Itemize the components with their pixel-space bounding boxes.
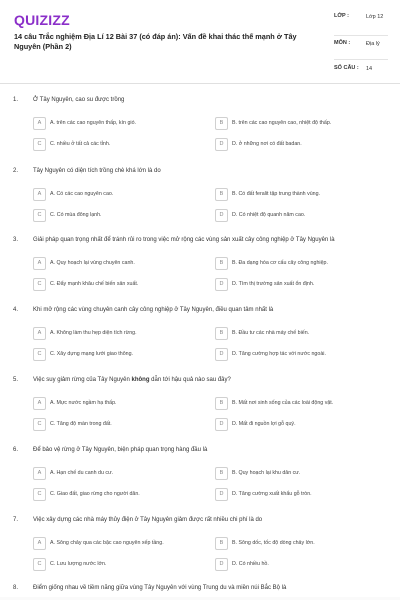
option-letter: C: [33, 138, 46, 151]
option-b[interactable]: [215, 327, 385, 341]
option-text: B. trên các cao nguyên cao, nhiệt độ thấp.: [232, 120, 332, 126]
meta-divider: [334, 59, 388, 60]
option-text: B. Mất nơi sinh sống của các loài động vật.: [232, 400, 334, 406]
question-number: 6.: [13, 447, 19, 453]
option-text: C. Giao đất, giao rừng cho người dân.: [50, 491, 140, 497]
option-text: C. Có mùa đông lạnh.: [50, 212, 102, 218]
option-text: C. Xây dựng mạng lưới giao thông.: [50, 351, 134, 357]
option-letter: A: [33, 188, 46, 201]
option-text: D. Tìm thị trường sản xuất ổn định.: [232, 281, 315, 287]
option-text: D. ở những nơi có đất badan.: [232, 141, 302, 147]
option-b[interactable]: [215, 188, 385, 202]
option-letter: D: [215, 418, 228, 431]
option-c[interactable]: [33, 488, 203, 502]
option-text: A. Hạn chế du canh du cư.: [50, 470, 114, 476]
option-text: C. Lưu lượng nước lớn.: [50, 561, 107, 567]
option-text: D. Mất đi nguồn lợi gỗ quý.: [232, 421, 296, 427]
question-text: Việc xây dựng các nhà máy thủy điện ở Tây Nguyên giảm được rất nhiều chi phí là do: [33, 517, 263, 523]
option-d[interactable]: [215, 418, 385, 432]
option-letter: A: [33, 327, 46, 340]
option-letter: D: [215, 488, 228, 501]
option-text: D. Có nhiệt độ quanh năm cao.: [232, 212, 306, 218]
option-c[interactable]: [33, 348, 203, 362]
option-b[interactable]: [215, 257, 385, 271]
option-a[interactable]: [33, 257, 203, 271]
header-divider: [0, 83, 400, 84]
option-text: B. Sông dốc, tốc độ dòng chảy lớn.: [232, 540, 315, 546]
meta-subject-value: Địa lý: [366, 41, 380, 47]
option-text: B. Đa dạng hóa cơ cấu cây công nghiệp.: [232, 260, 328, 266]
option-c[interactable]: [33, 209, 203, 223]
option-letter: B: [215, 117, 228, 130]
option-letter: C: [33, 558, 46, 571]
option-a[interactable]: [33, 117, 203, 131]
option-letter: A: [33, 467, 46, 480]
question-text: Giải pháp quan trọng nhất để tránh rủi ro trong việc mở rộng các vùng sản xuất cây công nghiệp ở Tây Nguyên là: [33, 237, 335, 243]
option-a[interactable]: [33, 188, 203, 202]
option-text: B. Đầu tư các nhà máy chế biến.: [232, 330, 310, 336]
question-text-start: Việc suy giảm rừng của Tây Nguyên: [33, 377, 132, 383]
option-d[interactable]: [215, 348, 385, 362]
option-c[interactable]: [33, 418, 203, 432]
option-letter: D: [215, 278, 228, 291]
option-b[interactable]: [215, 467, 385, 481]
meta-class-label: LỚP :: [334, 13, 349, 19]
option-text: A. Sông chảy qua các bậc cao nguyên xếp tầng.: [50, 540, 164, 546]
option-letter: C: [33, 488, 46, 501]
meta-count-value: 14: [366, 66, 373, 72]
question-number: 5.: [13, 377, 19, 383]
question-text-emphasis: không: [131, 377, 150, 383]
meta-count-label: SỐ CÂU :: [334, 65, 359, 71]
option-c[interactable]: [33, 278, 203, 292]
option-d[interactable]: [215, 488, 385, 502]
question-text: [33, 377, 388, 383]
quizizz-logo: [14, 12, 70, 28]
option-c[interactable]: [33, 558, 203, 572]
option-d[interactable]: [215, 558, 385, 572]
option-text: A. Quy hoạch lại vùng chuyên canh.: [50, 260, 135, 266]
question-number: 2.: [13, 168, 19, 174]
option-d[interactable]: [215, 209, 385, 223]
option-a[interactable]: [33, 327, 203, 341]
option-letter: C: [33, 278, 46, 291]
option-text: A. Không làm thu hẹp diện tích rừng.: [50, 330, 137, 336]
option-text: D. Tăng cường xuất khẩu gỗ tròn.: [232, 491, 312, 497]
option-d[interactable]: [215, 278, 385, 292]
option-letter: B: [215, 327, 228, 340]
option-letter: C: [33, 348, 46, 361]
meta-subject-label: MÔN :: [334, 40, 351, 46]
option-text: A. Có các cao nguyên cao.: [50, 191, 114, 197]
option-b[interactable]: [215, 397, 385, 411]
option-letter: A: [33, 117, 46, 130]
question-text: Ở Tây Nguyên, cao su được trồng: [33, 97, 125, 103]
meta-class-value: Lớp 12: [366, 14, 384, 20]
worksheet-header: [0, 0, 400, 82]
option-letter: B: [215, 188, 228, 201]
option-text: D. Tăng cường hợp tác với nước ngoài.: [232, 351, 326, 357]
question-number: 1.: [13, 97, 19, 103]
option-letter: D: [215, 209, 228, 222]
question-text: Để bảo vệ rừng ở Tây Nguyên, biện pháp quan trọng hàng đầu là: [33, 447, 208, 453]
meta-divider: [334, 35, 388, 36]
question-text: Khi mở rộng các vùng chuyên canh cây công nghiệp ở Tây Nguyên, điều quan tâm nhất là: [33, 307, 274, 313]
option-text: B. Có đất feralit tập trung thành vùng.: [232, 191, 321, 197]
option-b[interactable]: [215, 117, 385, 131]
option-text: B. Quy hoạch lại khu dân cư.: [232, 470, 301, 476]
option-text: A. Mực nước ngầm hạ thấp.: [50, 400, 117, 406]
option-letter: D: [215, 348, 228, 361]
option-text: D. Có nhiều hồ.: [232, 561, 269, 567]
logo-text: QUIZIZZ: [14, 12, 70, 28]
option-letter: B: [215, 537, 228, 550]
option-b[interactable]: [215, 537, 385, 551]
option-letter: B: [215, 467, 228, 480]
question-number: 8.: [13, 585, 19, 591]
option-c[interactable]: [33, 138, 203, 152]
question-number: 3.: [13, 237, 19, 243]
option-text: A. trên các cao nguyên thấp, kín gió.: [50, 120, 136, 126]
option-letter: B: [215, 257, 228, 270]
option-letter: A: [33, 257, 46, 270]
option-text: C. Đẩy mạnh khâu chế biến sản xuất.: [50, 281, 139, 287]
option-a[interactable]: [33, 467, 203, 481]
option-letter: B: [215, 397, 228, 410]
option-letter: D: [215, 558, 228, 571]
option-a[interactable]: [33, 537, 203, 551]
option-letter: C: [33, 418, 46, 431]
question-text-end: dẫn tới hậu quả nào sau đây?: [149, 377, 231, 383]
question-text: Điểm giống nhau về tiềm năng giữa vùng Tây Nguyên với vùng Trung du và miền núi Bắc Bộ là: [33, 585, 287, 591]
option-letter: A: [33, 397, 46, 410]
worksheet-title: 14 câu Trắc nghiệm Địa Lí 12 Bài 37 (có đáp án): Vấn đề khai thác thế mạnh ở Tây Nguyên (Phần 2): [14, 32, 297, 51]
option-text: C. nhiều ở tất cả các tỉnh.: [50, 141, 111, 147]
option-text: C. Tăng độ màn trong đất.: [50, 421, 112, 427]
option-d[interactable]: [215, 138, 385, 152]
option-letter: D: [215, 138, 228, 151]
option-a[interactable]: [33, 397, 203, 411]
question-text: Tây Nguyên có diện tích trồng chè khá lớn là do: [33, 168, 161, 174]
option-letter: A: [33, 537, 46, 550]
question-number: 4.: [13, 307, 19, 313]
option-letter: C: [33, 209, 46, 222]
question-number: 7.: [13, 517, 19, 523]
